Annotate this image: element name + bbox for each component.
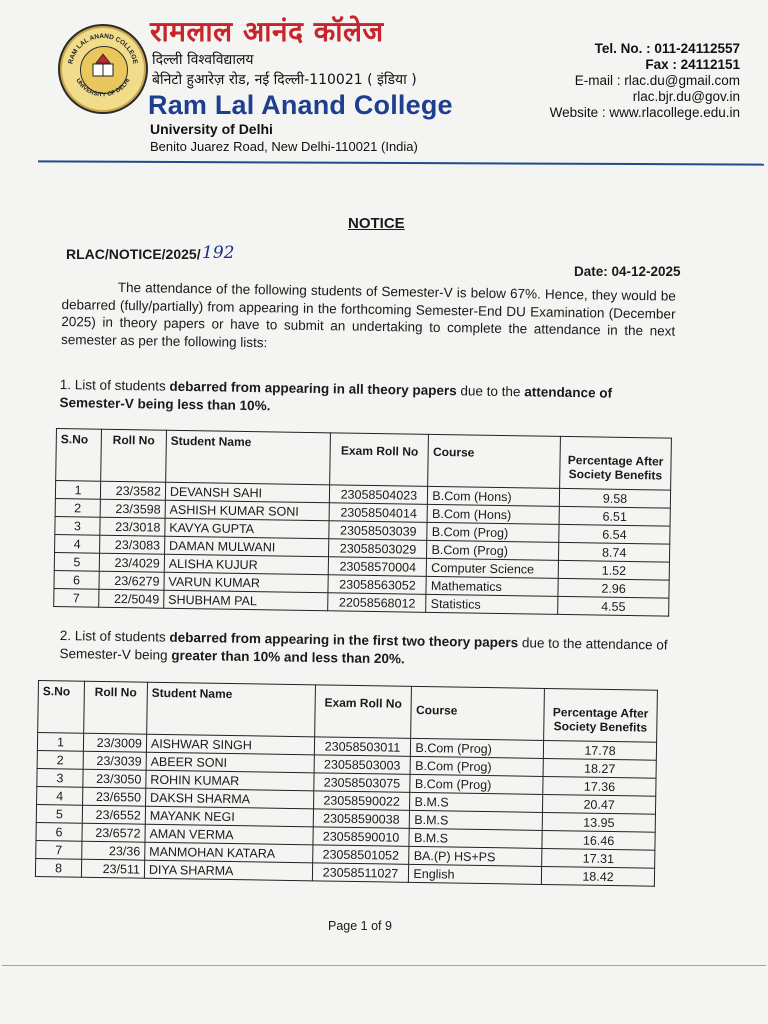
cell-course: B.M.S: [410, 792, 543, 812]
cell-roll-no: 23/6550: [82, 787, 145, 806]
cell-sno: 6: [54, 570, 99, 589]
cell-sno: 7: [54, 588, 99, 607]
cell-roll-no: 23/3598: [100, 499, 165, 518]
cell-roll-no: 23/3039: [83, 751, 146, 770]
cell-percentage: 17.31: [542, 848, 655, 868]
cell-student-name: AISHWAR SINGH: [146, 734, 314, 755]
cell-roll-no: 23/6552: [82, 805, 145, 824]
cell-sno: 2: [55, 498, 100, 517]
section1-table: [53, 428, 672, 617]
cell-percentage: 13.95: [542, 812, 655, 832]
cell-student-name: ALISHA KUJUR: [164, 554, 329, 575]
cell-percentage: 18.42: [541, 866, 654, 886]
cell-sno: 2: [37, 750, 83, 769]
cell-roll-no: 23/4029: [99, 553, 164, 572]
cell-roll-no: 23/36: [82, 841, 145, 860]
cell-course: B.M.S: [410, 810, 543, 830]
cell-course: BA.(P) HS+PS: [409, 846, 542, 866]
col-sno: S.No: [38, 681, 85, 734]
cell-percentage: 6.54: [559, 524, 670, 544]
cell-student-name: ABEER SONI: [146, 752, 314, 773]
cell-roll-no: 23/3018: [100, 517, 165, 536]
cell-sno: 4: [55, 534, 100, 553]
cell-exam-roll-no: 23058504023: [330, 485, 428, 505]
email-secondary: rlac.bjr.du@gov.in: [632, 89, 740, 104]
fax: Fax : 24112151: [645, 57, 740, 72]
cell-student-name: DEVANSH SAHI: [165, 482, 330, 503]
cell-exam-roll-no: 23058590022: [313, 791, 410, 811]
cell-sno: 4: [37, 786, 83, 805]
cell-exam-roll-no: 23058590038: [313, 809, 410, 829]
website: Website : www.rlacollege.edu.in: [549, 105, 740, 120]
cell-exam-roll-no: 23058503003: [314, 755, 411, 775]
cell-sno: 1: [37, 733, 83, 752]
col-name: Student Name: [166, 430, 331, 485]
cell-exam-roll-no: 23058503029: [329, 539, 427, 559]
cell-student-name: MAYANK NEGI: [145, 806, 313, 827]
college-name-english: Ram Lal Anand College: [148, 90, 453, 120]
cell-sno: 3: [55, 516, 100, 535]
section1-heading: 1. List of students debarred from appearing in all theory papers due to the attendance of Semester-V being less than 10%.: [59, 376, 613, 413]
intro-paragraph: The attendance of the following students of Semester-V is below 67%. Hence, they would be debarred (fully/partially) from appearing in the forthcoming Semester-End DU Examination (December 2025) in theory papers or have to submit an undertaking to complete the attendance in the next semester as per the following lists:: [60, 279, 676, 350]
cell-roll-no: 23/3009: [83, 733, 146, 752]
col-percentage: Percentage After Society Benefits: [544, 688, 658, 742]
col-exam-roll: Exam Roll No: [314, 685, 412, 739]
cell-student-name: DAKSH SHARMA: [145, 788, 313, 809]
section2-table: [35, 680, 658, 887]
cell-sno: 5: [54, 552, 99, 571]
cell-percentage: 1.52: [558, 560, 669, 580]
cell-course: B.Com (Prog): [410, 774, 543, 794]
notice-reference: RLAC/NOTICE/2025/: [66, 246, 201, 262]
cell-exam-roll-no: 22058568012: [328, 593, 426, 613]
cell-percentage: 4.55: [558, 596, 669, 616]
cell-sno: 7: [36, 840, 82, 859]
cell-exam-roll-no: 23058590010: [312, 827, 409, 847]
cell-exam-roll-no: 23058503075: [313, 773, 410, 793]
cell-exam-roll-no: 23058503039: [329, 521, 427, 541]
university-english: University of Delhi: [150, 121, 273, 137]
cell-percentage: 17.78: [543, 740, 656, 760]
cell-roll-no: 23/6572: [82, 823, 145, 842]
cell-course: B.Com (Prog): [427, 522, 559, 542]
cell-course: English: [409, 864, 542, 884]
col-sno: S.No: [56, 429, 102, 482]
cell-exam-roll-no: 23058501052: [312, 845, 409, 865]
college-seal-icon: [58, 24, 148, 114]
footer-divider: [2, 965, 766, 966]
email-primary: E-mail : rlac.du@gmail.com: [574, 73, 740, 88]
cell-percentage: 2.96: [558, 578, 669, 598]
cell-roll-no: 23/511: [81, 859, 144, 878]
address-english: Benito Juarez Road, New Delhi-110021 (India): [150, 139, 418, 154]
col-course: Course: [428, 434, 561, 488]
col-percentage: Percentage After Society Benefits: [560, 436, 672, 490]
cell-exam-roll-no: 23058563052: [328, 575, 426, 595]
col-name: Student Name: [147, 682, 315, 737]
col-roll: Roll No: [101, 429, 167, 482]
cell-course: B.Com (Prog): [427, 540, 559, 560]
page-number: Page 1 of 9: [328, 919, 392, 933]
col-course: Course: [411, 686, 544, 740]
cell-course: B.M.S: [409, 828, 542, 848]
cell-student-name: KAVYA GUPTA: [165, 518, 330, 539]
col-exam-roll: Exam Roll No: [330, 433, 429, 487]
cell-exam-roll-no: 23058570004: [329, 557, 427, 577]
notice-date: Date: 04-12-2025: [574, 264, 681, 279]
table-header-row: [38, 681, 658, 743]
cell-student-name: DIYA SHARMA: [144, 860, 312, 881]
cell-exam-roll-no: 23058504014: [330, 503, 428, 523]
cell-exam-roll-no: 23058503011: [314, 737, 411, 757]
cell-roll-no: 23/3582: [100, 481, 165, 500]
cell-percentage: 18.27: [543, 758, 656, 778]
cell-roll-no: 22/5049: [99, 589, 164, 608]
college-name-hindi: रामलाल आनंद कॉलेज: [150, 15, 384, 48]
cell-sno: 1: [55, 481, 100, 500]
cell-student-name: AMAN VERMA: [145, 824, 313, 845]
cell-student-name: VARUN KUMAR: [164, 572, 329, 593]
svg-text:UNIVERSITY OF DELHI: UNIVERSITY OF DELHI: [74, 77, 132, 99]
cell-exam-roll-no: 23058511027: [312, 863, 409, 883]
cell-sno: 8: [35, 858, 81, 877]
address-hindi: बेनिटो हुआरेज़ रोड, नई दिल्ली-110021 ( इंडिया ): [152, 72, 417, 88]
cell-course: Computer Science: [427, 558, 559, 578]
cell-student-name: SHUBHAM PAL: [164, 590, 329, 611]
cell-course: Mathematics: [426, 576, 558, 596]
cell-roll-no: 23/3083: [99, 535, 164, 554]
cell-roll-no: 23/3050: [83, 769, 146, 788]
cell-course: B.Com (Prog): [411, 756, 544, 776]
cell-course: B.Com (Hons): [427, 504, 559, 524]
cell-roll-no: 23/6279: [99, 571, 164, 590]
cell-sno: 6: [36, 822, 82, 841]
section2-heading: 2. List of students debarred from appearing in the first two theory papers due to the attendance of Semester-V being greater than 10% and less than 20%.: [59, 627, 668, 666]
cell-percentage: 16.46: [542, 830, 655, 850]
letterhead-divider: [38, 160, 764, 165]
handwritten-reference-number: 192: [202, 243, 235, 263]
cell-student-name: MANMOHAN KATARA: [145, 842, 313, 863]
cell-course: Statistics: [426, 594, 558, 614]
col-roll: Roll No: [84, 681, 148, 734]
cell-percentage: 8.74: [559, 542, 670, 562]
cell-student-name: ASHISH KUMAR SONI: [165, 500, 330, 521]
telephone: Tel. No. : 011-24112557: [594, 41, 740, 56]
cell-course: B.Com (Prog): [411, 738, 544, 758]
table-header-row: [56, 429, 672, 491]
svg-text:RAM LAL ANAND COLLEGE: RAM LAL ANAND COLLEGE: [67, 32, 139, 65]
cell-percentage: 20.47: [543, 794, 656, 814]
cell-sno: 3: [37, 768, 83, 787]
cell-percentage: 9.58: [559, 488, 670, 508]
cell-sno: 5: [36, 804, 82, 823]
notice-title: NOTICE: [348, 215, 405, 232]
cell-percentage: 6.51: [559, 506, 670, 526]
cell-student-name: ROHIN KUMAR: [146, 770, 314, 791]
university-hindi: दिल्ली विश्वविद्यालय: [152, 52, 254, 68]
cell-percentage: 17.36: [543, 776, 656, 796]
cell-course: B.Com (Hons): [428, 486, 560, 506]
cell-student-name: DAMAN MULWANI: [164, 536, 329, 557]
